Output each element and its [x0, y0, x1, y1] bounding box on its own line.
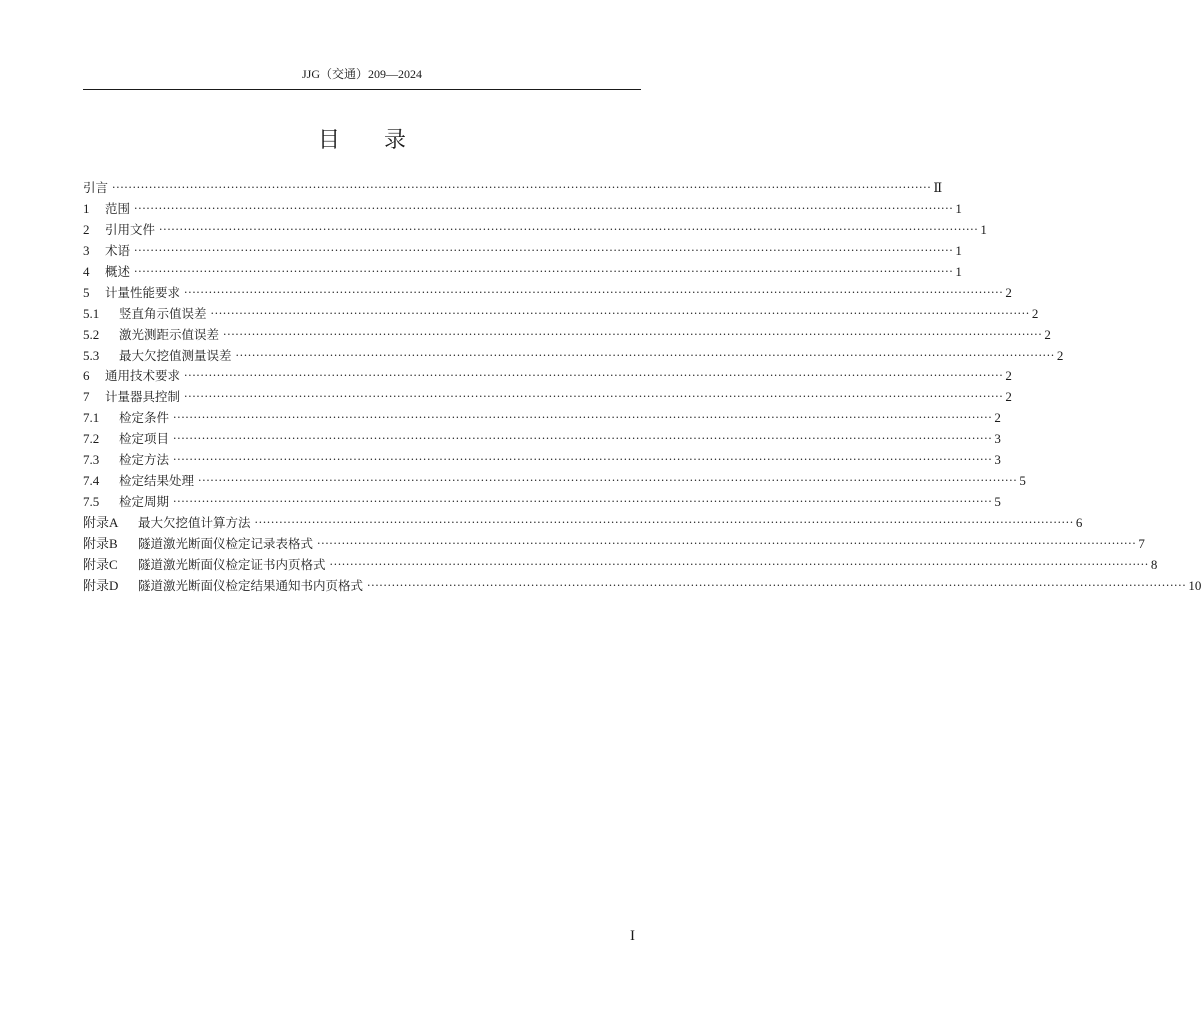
toc-entry[interactable] [83, 513, 1083, 534]
toc-entry-page: Ⅱ [933, 180, 943, 195]
toc-entry[interactable] [83, 241, 962, 262]
toc-entry-page: 2 [1005, 389, 1012, 405]
toc-leader-dots: ········································································································································································································ [134, 264, 954, 278]
toc-leader-dots: ········································································································································································································ [210, 306, 1030, 320]
toc-entry-page: 2 [1044, 326, 1051, 342]
toc-entry-page: 2 [994, 410, 1001, 426]
toc-leader-dots: ········································································································································································································ [173, 495, 993, 509]
toc-entry-page: 3 [994, 431, 1001, 447]
toc-entry[interactable] [83, 450, 1001, 471]
toc-entry-number: 5 [83, 284, 90, 300]
header-divider [83, 89, 641, 90]
toc-entry-number: 4 [83, 263, 90, 279]
toc-leader-dots: ········································································································································································································ [367, 578, 1187, 592]
toc-leader-dots: ········································································································································································································ [112, 181, 932, 194]
running-header: JJG（交通）209—2024 [301, 67, 422, 81]
toc-entry-title: 检定方法 [119, 452, 170, 468]
toc-entry-number: 2 [83, 221, 90, 237]
toc-entry-title: 引言 [83, 180, 109, 195]
toc-entry[interactable] [83, 408, 1001, 429]
toc-leader-dots: ········································································································································································································ [184, 285, 1004, 299]
toc-entry-page: 2 [1056, 347, 1064, 363]
toc-entry-page: 7 [1138, 535, 1145, 551]
toc-entry-title: 范围 [105, 200, 131, 216]
toc-entry-number: 3 [83, 242, 90, 258]
toc-entry-number: 7.1 [83, 410, 100, 426]
toc-entry-number: 5.2 [83, 326, 100, 342]
toc-entry-page: 6 [1075, 515, 1083, 530]
toc-entry-title: 术语 [105, 242, 131, 258]
toc-entry-number: 1 [83, 200, 90, 216]
toc-entry[interactable] [83, 387, 1012, 408]
toc-entry-title: 隧道激光断面仪检定结果通知书内页格式 [138, 577, 364, 593]
toc-leader-dots: ········································································································································································································ [184, 390, 1004, 404]
toc-entry[interactable] [83, 576, 1201, 597]
page-number: I [630, 928, 635, 944]
toc-entry[interactable] [83, 534, 1145, 555]
toc-entry-number: 7.5 [83, 494, 100, 510]
toc-entry-page: 8 [1150, 556, 1158, 572]
toc-entry-page: 1 [980, 221, 987, 237]
toc-entry-page: 1 [955, 263, 962, 279]
toc-leader-dots: ········································································································································································································ [173, 453, 993, 467]
toc-entry-title: 计量性能要求 [105, 284, 181, 300]
toc-leader-dots: ········································································································································································································ [134, 243, 954, 257]
toc-entry-number: 7.2 [83, 431, 100, 447]
toc-entry-page: 2 [1031, 305, 1039, 321]
toc-entry[interactable] [83, 366, 1012, 387]
toc-entry-page: 5 [994, 494, 1001, 510]
toc-entry-number: 7 [83, 389, 90, 405]
toc-leader-dots: ········································································································································································································ [254, 516, 1074, 529]
toc-entry-number: 附录C [83, 556, 118, 572]
table-of-contents [83, 178, 1201, 597]
toc-entry-page: 2 [1005, 284, 1012, 300]
toc-entry-page: 1 [955, 200, 962, 216]
toc-leader-dots: ········································································································································································································ [134, 201, 954, 215]
toc-entry[interactable] [83, 492, 1001, 513]
toc-entry-page: 1 [955, 242, 962, 258]
toc-entry[interactable] [83, 199, 962, 220]
toc-entry-page: 10 [1188, 577, 1201, 593]
toc-entry[interactable] [83, 304, 1039, 325]
toc-entry-number: 附录D [83, 577, 119, 593]
toc-entry[interactable] [83, 220, 987, 241]
toc-entry-title: 隧道激光断面仪检定证书内页格式 [138, 556, 326, 572]
toc-entry[interactable] [83, 555, 1158, 576]
toc-entry-title: 引用文件 [105, 221, 156, 237]
toc-leader-dots: ········································································································································································································ [159, 222, 979, 236]
toc-entry-title: 检定周期 [119, 494, 170, 510]
toc-leader-dots: ········································································································································································································ [173, 432, 993, 446]
toc-leader-dots: ········································································································································································································ [223, 327, 1043, 341]
toc-entry-number: 附录B [83, 535, 118, 551]
toc-entry-title: 检定项目 [119, 431, 170, 447]
toc-entry[interactable] [83, 471, 1026, 492]
toc-leader-dots: ········································································································································································································ [329, 557, 1149, 571]
toc-leader-dots: ········································································································································································································ [235, 348, 1055, 362]
toc-entry-title: 最大欠挖值测量误差 [119, 347, 232, 363]
toc-leader-dots: ········································································································································································································ [184, 369, 1004, 383]
toc-entry-title: 计量器具控制 [105, 389, 181, 405]
toc-entry-page: 2 [1005, 368, 1012, 384]
toc-entry-title: 检定条件 [119, 410, 170, 426]
toc-entry-page: 3 [994, 452, 1001, 468]
toc-entry-number: 附录A [83, 515, 119, 530]
toc-entry-number: 7.4 [83, 473, 100, 489]
toc-entry-title: 隧道激光断面仪检定记录表格式 [138, 535, 314, 551]
toc-entry-number: 6 [83, 368, 90, 384]
toc-leader-dots: ········································································································································································································ [198, 474, 1018, 488]
toc-entry[interactable] [83, 346, 1064, 367]
toc-leader-dots: ········································································································································································································ [173, 411, 993, 425]
toc-entry-number: 7.3 [83, 452, 100, 468]
toc-entry-title: 竖直角示值误差 [119, 305, 207, 321]
toc-entry[interactable] [83, 429, 1001, 450]
toc-entry-title: 激光测距示值误差 [119, 326, 220, 342]
toc-entry[interactable] [83, 178, 943, 199]
toc-entry-title: 检定结果处理 [119, 473, 195, 489]
toc-leader-dots: ········································································································································································································ [317, 536, 1137, 550]
toc-entry-title: 通用技术要求 [105, 368, 181, 384]
toc-entry-title: 概述 [105, 263, 131, 279]
toc-entry-number: 5.3 [83, 347, 100, 363]
page-title: 目录 [317, 128, 450, 153]
toc-entry[interactable] [83, 325, 1051, 346]
toc-entry-number: 5.1 [83, 305, 100, 321]
toc-entry-title: 最大欠挖值计算方法 [138, 515, 251, 530]
toc-entry[interactable] [83, 283, 1012, 304]
toc-entry[interactable] [83, 262, 962, 283]
toc-entry-page: 5 [1019, 473, 1026, 489]
